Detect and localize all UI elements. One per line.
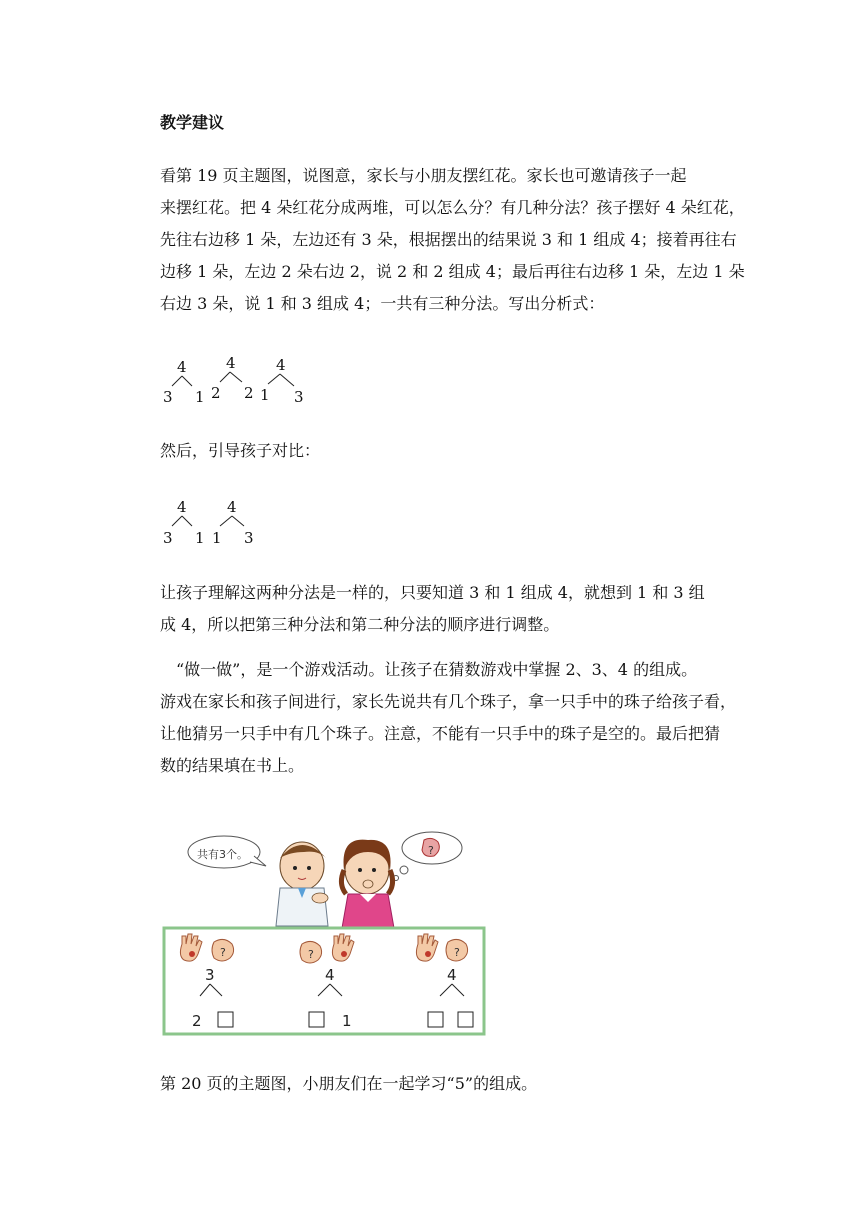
exercise-total: 4 xyxy=(325,966,335,984)
exercise-right: 1 xyxy=(342,1012,352,1030)
answer-box[interactable] xyxy=(428,1012,443,1027)
paragraph-line: “做一做”，是一个游戏活动。让孩子在猜数游戏中掌握 2、3、4 的组成。 xyxy=(160,660,698,679)
tree-right: 2 xyxy=(244,384,254,402)
thought-bubble xyxy=(394,832,463,881)
paragraph-line: 边移 1 朵，左边 2 朵右边 2，说 2 和 2 组成 4；最后再往右边移 1 朵，左边 1 朵 xyxy=(160,262,745,281)
tree-top: 4 xyxy=(177,358,187,376)
paragraph-line: 然后，引导孩子对比： xyxy=(160,441,321,460)
paragraph-intro xyxy=(160,160,745,320)
tree-right: 1 xyxy=(195,388,205,406)
answer-box[interactable] xyxy=(309,1012,324,1027)
number-tree xyxy=(210,498,270,554)
paragraph-line: 成 4，所以把第三种分法和第二种分法的顺序进行调整。 xyxy=(160,615,560,634)
exercise-total: 4 xyxy=(447,966,457,984)
answer-box[interactable] xyxy=(218,1012,233,1027)
section-heading: 教学建议 xyxy=(160,113,225,132)
paragraph-line: 数的结果填在书上。 xyxy=(160,756,305,775)
tree-left: 3 xyxy=(163,529,173,547)
number-tree xyxy=(258,356,318,410)
svg-text:?: ? xyxy=(428,844,434,857)
speech-bubble-text: 共有3个。 xyxy=(197,848,248,861)
svg-text:?: ? xyxy=(220,946,226,959)
answer-box[interactable] xyxy=(458,1012,473,1027)
exercise-total: 3 xyxy=(205,966,215,984)
paragraph-compare xyxy=(160,435,720,467)
tree-top: 4 xyxy=(177,498,187,516)
svg-text:?: ? xyxy=(308,948,314,961)
tree-left: 3 xyxy=(163,388,173,406)
boy-figure xyxy=(276,842,328,926)
paragraph-line: 来摆红花。把 4 朵红花分成两堆，可以怎么分？有几种分法？孩子摆好 4 朵红花， xyxy=(160,198,745,217)
tree-right: 3 xyxy=(294,388,304,406)
tree-right: 1 xyxy=(195,529,205,547)
tree-left: 2 xyxy=(211,384,221,402)
svg-text:?: ? xyxy=(454,946,460,959)
paragraph-line: 让孩子理解这两种分法是一样的，只要知道 3 和 1 组成 4，就想到 1 和 3 组 xyxy=(160,583,705,602)
paragraph-line: 游戏在家长和孩子间进行，家长先说共有几个珠子，拿一只手中的珠子给孩子看， xyxy=(160,692,737,711)
paragraph-line: 右边 3 朵，说 1 和 3 组成 4；一共有三种分法。写出分析式： xyxy=(160,294,605,313)
tree-top: 4 xyxy=(276,356,286,374)
tree-right: 3 xyxy=(244,529,254,547)
tree-top: 4 xyxy=(227,498,237,516)
paragraph-line: 第 20 页的主题图，小朋友们在一起学习“5”的组成。 xyxy=(160,1074,538,1093)
tree-top: 4 xyxy=(226,354,236,372)
paragraph-next xyxy=(160,1068,720,1100)
exercise-left: 2 xyxy=(192,1012,202,1030)
tree-left: 1 xyxy=(260,386,270,404)
paragraph-line: 看第 19 页主题图，说图意，家长与小朋友摆红花。家长也可邀请孩子一起 xyxy=(160,166,687,185)
paragraph-explain xyxy=(160,577,720,641)
girl-figure xyxy=(341,840,394,928)
paragraph-line: 让他猜另一只手中有几个珠子。注意，不能有一只手中的珠子是空的。最后把猜 xyxy=(160,724,721,743)
paragraph-line: 先往右边移 1 朵，左边还有 3 朵，根据摆出的结果说 3 和 1 组成 4；接着再往右 xyxy=(160,230,737,249)
tree-left: 1 xyxy=(212,529,222,547)
paragraph-activity xyxy=(160,654,737,782)
